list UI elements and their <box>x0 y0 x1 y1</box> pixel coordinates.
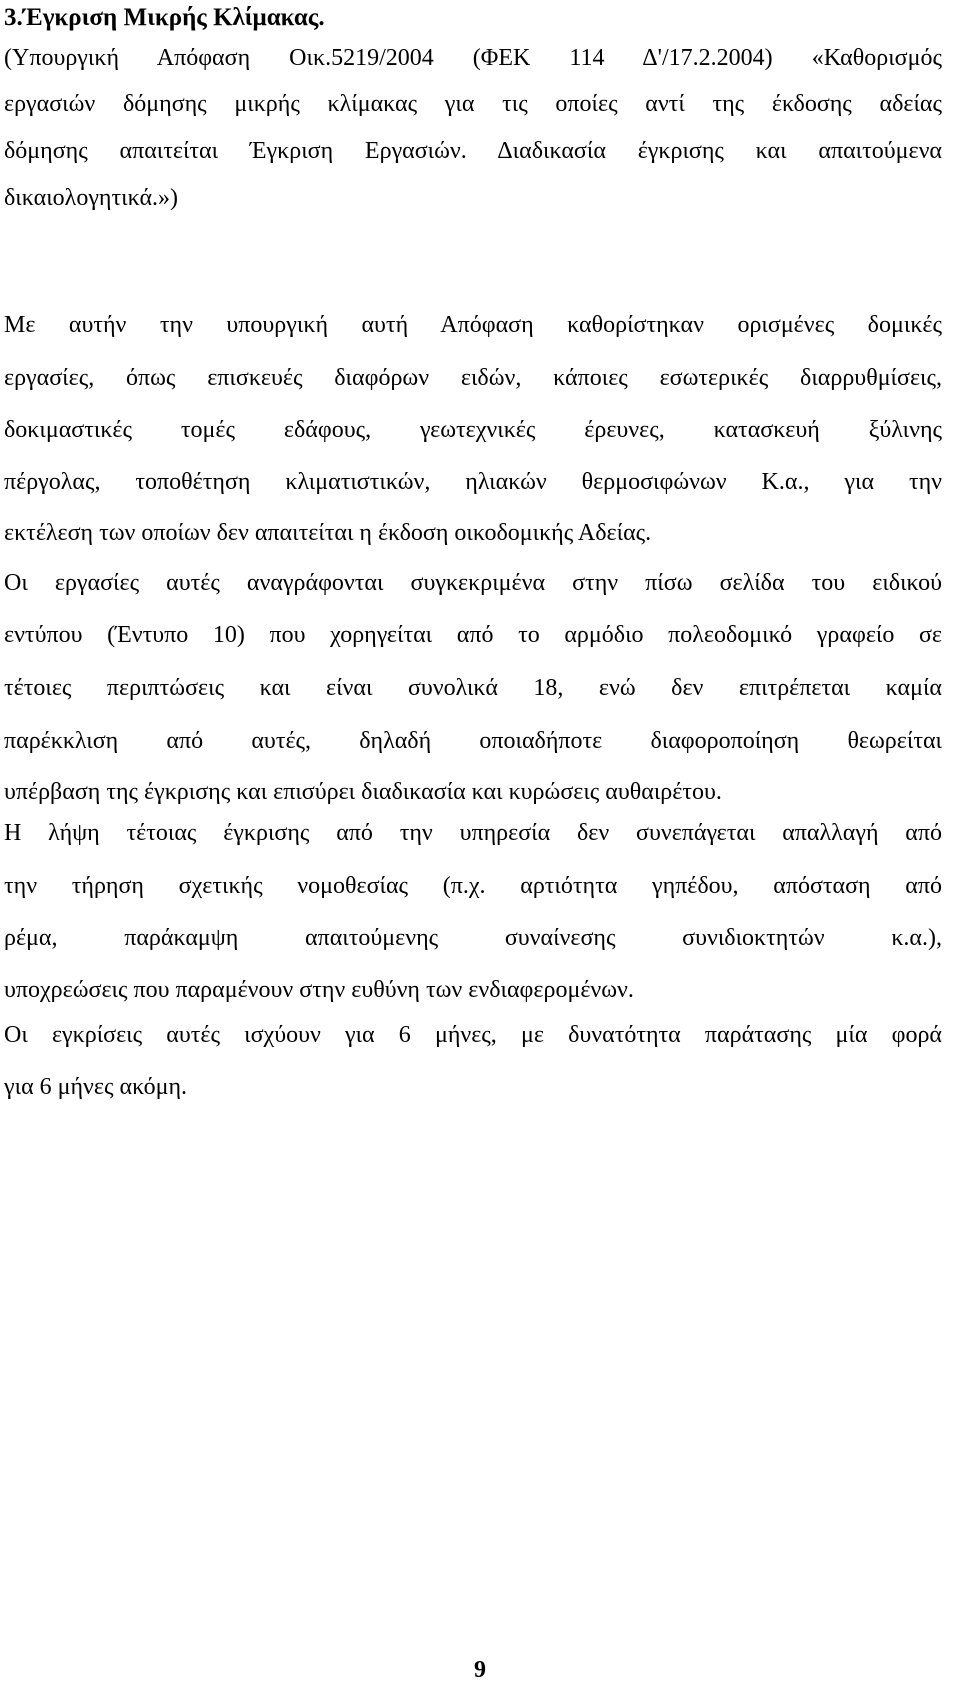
body-line: παρέκκλιση από αυτές, δηλαδή οποιαδήποτε διαφοροποίηση θεωρείται <box>4 728 942 754</box>
body-line: δοκιμαστικές τομές εδάφους, γεωτεχνικές έρευνες, κατασκευή ξύλινης <box>4 417 942 443</box>
body-line: εκτέλεση των οποίων δεν απαιτείται η έκδοση οικοδομικής Αδείας. <box>4 520 652 546</box>
subtitle-line: (Υπουργική Απόφαση Οικ.5219/2004 (ΦΕΚ 114 Δ'/17.2.2004) «Καθορισμός <box>4 45 942 71</box>
body-line: εντύπου (Έντυπο 10) που χορηγείται από το αρμόδιο πολεοδομικό γραφείο σε <box>4 622 942 648</box>
body-line: υπέρβαση της έγκρισης και επισύρει διαδικασία και κυρώσεις αυθαιρέτου. <box>4 779 722 805</box>
body-line: Οι εργασίες αυτές αναγράφονται συγκεκριμένα στην πίσω σελίδα του ειδικού <box>4 570 942 596</box>
body-line: Οι εγκρίσεις αυτές ισχύουν για 6 μήνες, με δυνατότητα παράτασης μία φορά <box>4 1022 942 1048</box>
body-line: εργασίες, όπως επισκευές διαφόρων ειδών, κάποιες εσωτερικές διαρρυθμίσεις, <box>4 365 942 391</box>
body-line: για 6 μήνες ακόμη. <box>4 1074 188 1100</box>
subtitle-line: δόμησης απαιτείται Έγκριση Εργασιών. Διαδικασία έγκρισης και απαιτούμενα <box>4 138 942 164</box>
body-line: Η λήψη τέτοιας έγκρισης από την υπηρεσία δεν συνεπάγεται απαλλαγή από <box>4 820 942 846</box>
body-line: πέργολας, τοποθέτηση κλιματιστικών, ηλιακών θερμοσιφώνων Κ.α., για την <box>4 469 942 495</box>
body-line: ρέμα, παράκαμψη απαιτούμενης συναίνεσης συνιδιοκτητών κ.α.), <box>4 925 942 951</box>
subtitle-line: εργασιών δόμησης μικρής κλίμακας για τις οποίες αντί της έκδοσης αδείας <box>4 91 942 117</box>
body-line: Με αυτήν την υπουργική αυτή Απόφαση καθορίστηκαν ορισμένες δομικές <box>4 312 942 338</box>
body-line: την τήρηση σχετικής νομοθεσίας (π.χ. αρτιότητα γηπέδου, απόσταση από <box>4 873 942 899</box>
subtitle-line: δικαιολογητικά.») <box>4 185 179 211</box>
body-line: υποχρεώσεις που παραμένουν στην ευθύνη των ενδιαφερομένων. <box>4 977 634 1003</box>
page-number: 9 <box>474 1657 486 1683</box>
body-line: τέτοιες περιπτώσεις και είναι συνολικά 18, ενώ δεν επιτρέπεται καμία <box>4 675 942 701</box>
section-heading: 3.Έγκριση Μικρής Κλίμακας. <box>4 4 325 31</box>
